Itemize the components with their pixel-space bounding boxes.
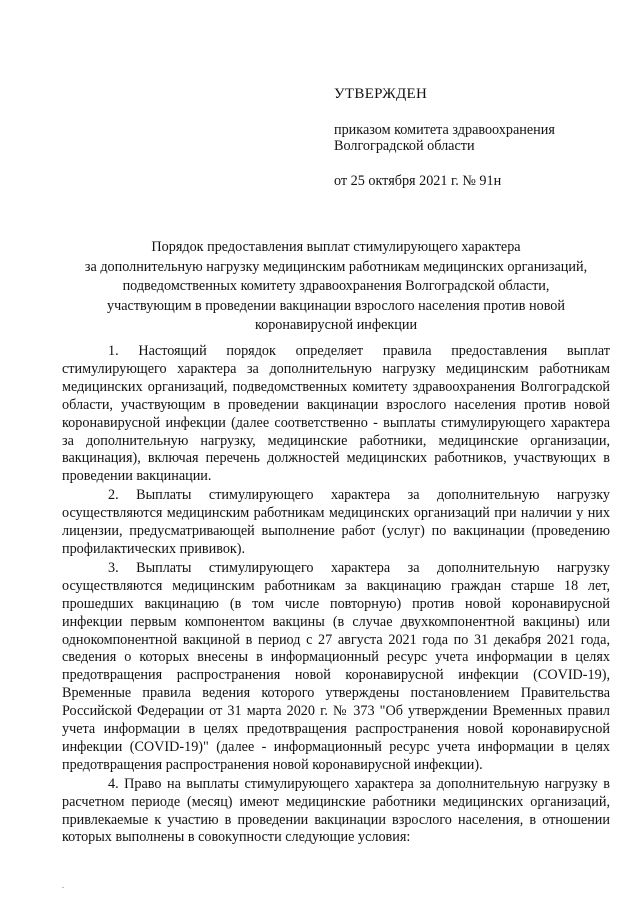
approval-order-line: приказом комитета здравоохранения xyxy=(334,122,555,138)
title-line: участвующим в проведении вакцинации взрослого населения против новой xyxy=(107,297,565,314)
title-line: подведомственных комитету здравоохранения Волгоградской области, xyxy=(122,278,550,294)
approval-order-line: Волгоградской области xyxy=(334,138,475,154)
approval-order xyxy=(334,122,624,154)
approval-title: УТВЕРЖДЕН xyxy=(334,86,428,102)
title-line: коронавирусной инфекции xyxy=(254,317,418,333)
approval-date: от 25 октября 2021 г. № 91н xyxy=(334,173,502,189)
approval-stamp xyxy=(334,86,624,189)
paragraph-2: 2. Выплаты стимулирующего характера за дополнительную нагрузку осуществляются медицинским работникам медицинских организаций при наличии у них лицензии, предусматривающей выполнение работ (услуг) по вакцинации (проведению профилактических прививок). xyxy=(62,487,610,557)
title-line: за дополнительную нагрузку медицинским работникам медицинских организаций, xyxy=(84,258,588,275)
paragraph-1: 1. Настоящий порядок определяет правила предоставления выплат стимулирующего характера за дополнительную нагрузку медицинским работникам медицинских организаций, подведомственных комитету здравоохранения Волгоградской области, участвующим в проведении вакцинации взрослого населения против новой коронавирусной инфекции (далее соответственно - выплаты стимулирующего характера за дополнительную нагрузку, медицинские работники, медицинские организации, вакцинация), включая перечень должностей медицинских работников, участвующих в проведении вакцинации. xyxy=(62,343,610,485)
document-body xyxy=(62,343,610,847)
scan-speck xyxy=(62,887,64,888)
paragraph-4: 4. Право на выплаты стимулирующего характера за дополнительную нагрузку в расчетном периоде (месяц) имеют медицинские работники медицинских организаций, привлекаемые к участию в проведении вакцинации взрослого населения, в отношении которых выполнены в совокупности следующие условия: xyxy=(62,775,610,846)
document-title xyxy=(62,238,610,336)
paragraph-3: 3. Выплаты стимулирующего характера за дополнительную нагрузку осуществляются медицинским работникам за вакцинацию граждан старше 18 лет, прошедших вакцинацию (в том числе повторную) против новой коронавирусной инфекции первым компонентом вакцины (в случае двухкомпонентной вакцины) или однокомпонентной вакциной в период с 27 августа 2021 года по 31 декабря 2021 года, сведения о которых внесены в информационный ресурс учета информации в целях предотвращения распространения новой коронавирусной инфекции (COVID-19), Временные правила ведения которого утверждены постановлением Правительства Российской Федерации от 31 марта 2020 г. № 373 "Об утверждении Временных правил учета информации в целях предотвращения распространения новой коронавирусной инфекции (COVID-19)" (далее - информационный ресурс учета информации в целях предотвращения распространения новой коронавирусной инфекции). xyxy=(62,559,610,773)
title-line: Порядок предоставления выплат стимулирующего характера xyxy=(151,239,521,255)
